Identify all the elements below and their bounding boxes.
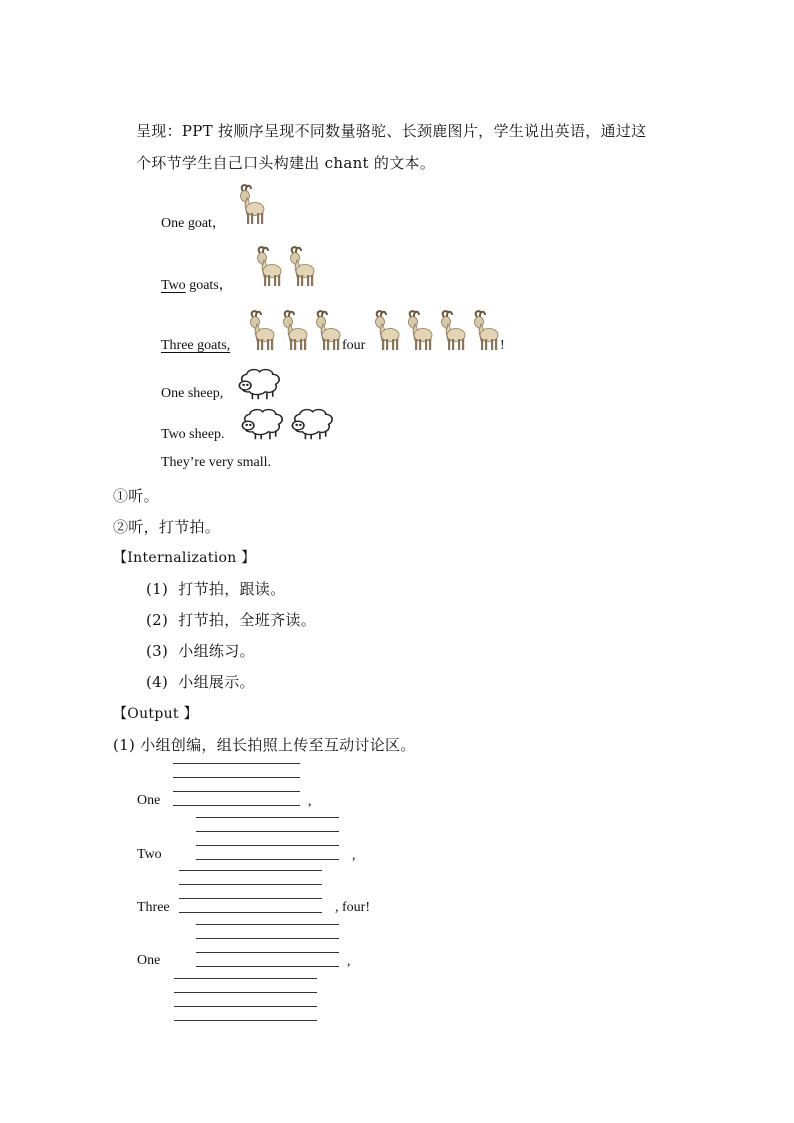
item-number: (4) (146, 673, 169, 691)
blank-line[interactable] (196, 938, 339, 939)
internalization-item (146, 671, 255, 692)
item-number: (1) (146, 580, 169, 598)
sheep-icon (288, 408, 338, 440)
goat-icon (401, 310, 435, 352)
blank-line[interactable] (174, 978, 317, 979)
goat-icon (434, 310, 468, 352)
blank-line[interactable] (179, 870, 322, 871)
output-row-word: One (137, 953, 161, 968)
item-number: (3) (146, 642, 169, 660)
chant-three-goats: Three goats, (161, 338, 231, 353)
goat-icon (243, 310, 277, 352)
output-row-suffix: , four! (335, 900, 370, 915)
goat-icon (250, 246, 284, 288)
internalization-heading: 【Internalization 】 (113, 550, 256, 566)
internalization-item (146, 640, 255, 661)
step-listen-clap: ②听，打节拍。 (113, 518, 221, 536)
goat-icon (283, 246, 317, 288)
chant-one-goat: One goat， (161, 216, 226, 231)
item-number: (2) (146, 611, 169, 629)
internalization-item (146, 578, 285, 599)
blank-line[interactable] (173, 763, 300, 764)
intro-line-1: 呈现：PPT 按顺序呈现不同数量骆驼、长颈鹿图片，学生说出英语，通过这 (136, 122, 647, 140)
blank-line[interactable] (179, 912, 322, 913)
blank-line[interactable] (196, 924, 339, 925)
goats-word: goats， (189, 278, 233, 293)
goat-icon (309, 310, 343, 352)
blank-line[interactable] (174, 1006, 317, 1007)
chant-very-small: They’re very small. (161, 455, 272, 470)
output-row-suffix: , (347, 954, 351, 969)
output-row-word: Two (137, 847, 162, 862)
intro-line-2: 个环节学生自己口头构建出 chant 的文本。 (136, 154, 436, 172)
step-listen: ①听。 (113, 487, 159, 505)
sheep-icon (238, 408, 288, 440)
blank-line[interactable] (174, 992, 317, 993)
goat-icon (368, 310, 402, 352)
blank-line[interactable] (196, 845, 339, 846)
chant-two-sheep: Two sheep. (161, 427, 225, 442)
blank-line[interactable] (196, 966, 339, 967)
output-row-word: Three (137, 900, 170, 915)
goat-icon (233, 184, 267, 226)
output-task: (1) 小组创编，组长拍照上传至互动讨论区。 (113, 736, 416, 754)
output-row-suffix: , (352, 848, 356, 863)
blank-line[interactable] (174, 1020, 317, 1021)
output-heading: 【Output 】 (113, 706, 198, 722)
blank-line[interactable] (196, 831, 339, 832)
chant-exclaim: ! (500, 338, 505, 353)
blank-line[interactable] (173, 791, 300, 792)
chant-two-goats (161, 274, 233, 294)
two-word: Two (161, 278, 186, 293)
blank-line[interactable] (179, 884, 322, 885)
blank-line[interactable] (196, 952, 339, 953)
output-row-word: One (137, 793, 161, 808)
goat-icon (276, 310, 310, 352)
item-text: 小组展示。 (178, 673, 255, 691)
blank-line[interactable] (196, 817, 339, 818)
internalization-item (146, 609, 316, 630)
output-row-suffix: , (308, 794, 312, 809)
chant-four: four (342, 338, 366, 353)
blank-line[interactable] (179, 898, 322, 899)
chant-one-sheep: One sheep, (161, 386, 224, 401)
goat-icon (467, 310, 501, 352)
item-text: 打节拍，跟读。 (178, 580, 286, 598)
blank-line[interactable] (196, 859, 339, 860)
sheep-icon (235, 368, 285, 400)
item-text: 打节拍，全班齐读。 (178, 611, 316, 629)
item-text: 小组练习。 (178, 642, 255, 660)
blank-line[interactable] (173, 805, 300, 806)
blank-line[interactable] (173, 777, 300, 778)
